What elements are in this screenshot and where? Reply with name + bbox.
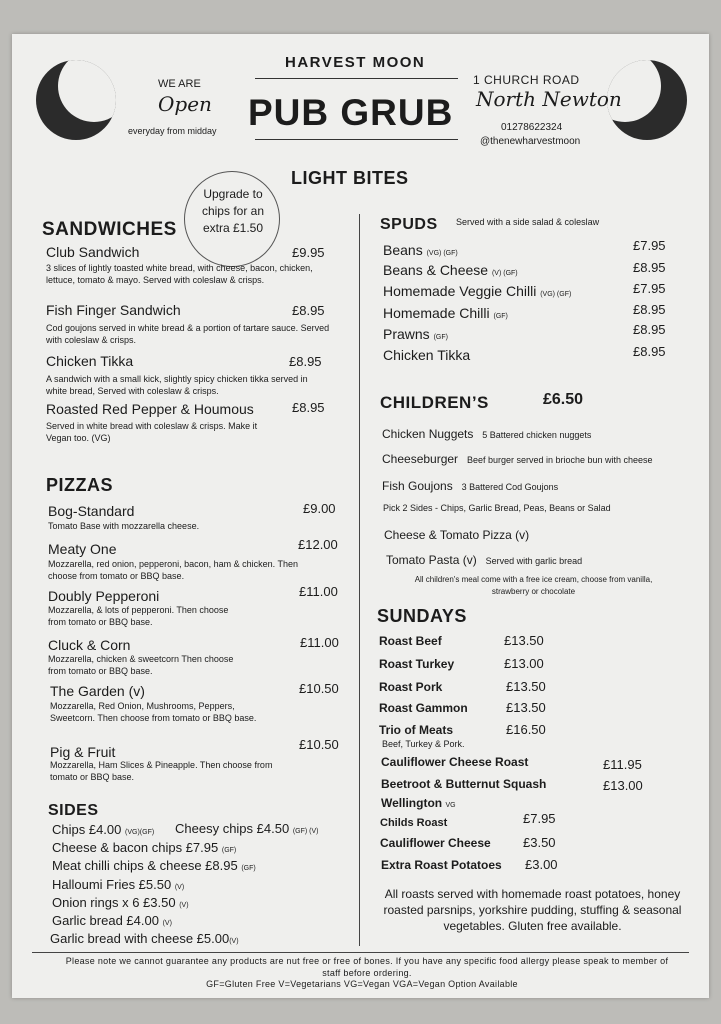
sandwich-desc: Cod goujons served in white bread & a portion of tartare sauce. Served with coleslaw & crisps.: [46, 323, 330, 345]
diet-tag: (GF): [241, 865, 256, 872]
kids-sides-note: Pick 2 Sides - Chips, Garlic Bread, Peas, Beans or Salad: [383, 503, 611, 513]
pizza-price: £10.50: [299, 681, 339, 696]
phone-number: 01278622324: [501, 122, 563, 133]
side-item: [52, 840, 236, 855]
side-item-text: Garlic bread £4.00: [52, 913, 159, 928]
roast-price: £13.00: [504, 656, 544, 671]
roast-name: [381, 796, 456, 810]
social-handle: @thenewharvestmoon: [480, 136, 581, 147]
side-item: [52, 895, 189, 910]
spud-name: Beans: [383, 242, 423, 258]
kids-item-name: Cheese & Tomato Pizza (v): [384, 528, 530, 542]
column-divider: [359, 214, 360, 946]
side-item: [52, 913, 172, 928]
side-item-text: Halloumi Fries £5.50: [52, 877, 172, 892]
we-are-label: WE ARE: [158, 78, 201, 90]
roast-name: Beetroot & Butternut Squash: [381, 777, 547, 791]
pizzas-heading: PIZZAS: [46, 475, 114, 495]
pizza-name: Bog-Standard: [48, 503, 135, 519]
kids-item-name: Cheeseburger: [382, 452, 459, 466]
pizza-desc: Mozzarella, Red Onion, Mushrooms, Peppers, Sweetcorn. Then choose from tomato or BBQ base.: [50, 701, 257, 723]
diet-tag: (GF): [433, 334, 448, 341]
sandwich-name: Roasted Red Pepper & Houmous: [46, 401, 254, 417]
kids-item-desc: 3 Battered Cod Goujons: [461, 482, 559, 492]
pizza-name: Pig & Fruit: [50, 744, 116, 760]
sandwich-name: Fish Finger Sandwich: [46, 302, 181, 318]
roast-price: £3.50: [523, 835, 556, 850]
side-item: [52, 877, 184, 892]
diet-tag: VG: [445, 802, 456, 809]
sandwich-price: £8.95: [292, 303, 325, 318]
wellington-label: Wellington: [381, 796, 443, 810]
kids-item: [382, 450, 653, 468]
pizza-desc: Mozzarella, chicken & sweetcorn Then choose from tomato or BBQ base.: [48, 654, 234, 676]
diet-tag: (V): [174, 884, 185, 891]
sandwich-price: £8.95: [292, 400, 325, 415]
diet-tag: (V) (GF): [491, 270, 518, 277]
diet-tag: (VG) (GF): [540, 291, 572, 298]
side-item-text: Chips £4.00: [52, 822, 122, 837]
opening-hours: everyday from midday: [128, 126, 217, 136]
roast-price: £3.00: [525, 857, 558, 872]
roast-price: £16.50: [506, 722, 546, 737]
pizza-price: £10.50: [299, 737, 339, 752]
spud-item: [383, 347, 470, 363]
roast-price: £13.00: [603, 778, 643, 793]
roast-price: £13.50: [504, 633, 544, 648]
page-title: PUB GRUB: [248, 92, 454, 133]
sandwich-desc: Served in white bread with coleslaw & crisps. Make it Vegan too. (VG): [46, 421, 258, 443]
spud-name: Homemade Veggie Chilli: [383, 283, 537, 299]
roast-price: £13.50: [506, 679, 546, 694]
upgrade-badge: [184, 171, 280, 267]
pizza-desc: Mozzarella, & lots of pepperoni. Then choose from tomato or BBQ base.: [48, 605, 229, 627]
sides-heading: SIDES: [48, 802, 99, 819]
side-item: [50, 931, 239, 946]
header-rule-top: [255, 78, 458, 79]
side-item-text: Garlic bread with cheese £5.00: [50, 931, 230, 946]
pizza-price: £11.00: [300, 635, 339, 650]
spud-price: £7.95: [633, 238, 666, 253]
sundays-note: All roasts served with homemade roast potatoes, honey roasted parsnips, yorkshire pudding, stuffing & seasonal vegetables. Gluten free available.: [383, 887, 682, 933]
sundays-heading: SUNDAYS: [377, 606, 467, 626]
side-item: [52, 822, 154, 837]
side-item-text: Cheesy chips £4.50: [175, 821, 290, 836]
spud-price: £7.95: [633, 281, 666, 296]
pizza-desc: Mozzarella, red onion, pepperoni, bacon, ham & chicken. Then choose from tomato or BBQ base.: [48, 559, 298, 581]
childrens-heading: CHILDREN’S: [380, 393, 489, 412]
sandwiches-heading: SANDWICHES: [42, 219, 177, 240]
sandwich-desc: 3 slices of lightly toasted white bread, with cheese, bacon, chicken, lettuce, tomato & mayo. Served with coleslaw & crisps.: [46, 263, 313, 285]
side-item-text: Meat chilli chips & cheese £8.95: [52, 858, 238, 873]
spud-item: [383, 262, 518, 278]
kids-item-name: Tomato Pasta (v): [386, 553, 477, 567]
pizza-price: £11.00: [299, 584, 338, 599]
trio-desc: Beef, Turkey & Pork.: [382, 739, 465, 749]
diet-tag: (V): [179, 902, 189, 909]
kids-item: [384, 526, 529, 544]
sandwich-price: £8.95: [289, 354, 322, 369]
roast-price: £11.95: [603, 757, 642, 772]
diet-tag: (VG)(GF): [125, 829, 155, 836]
diet-tag: (VG) (GF): [426, 250, 458, 257]
roast-name: Roast Beef: [379, 634, 442, 648]
pizza-desc: Mozzarella, Ham Slices & Pineapple. Then choose from tomato or BBQ base.: [50, 760, 273, 782]
spud-name: Homemade Chilli: [383, 305, 490, 321]
pub-name: HARVEST MOON: [285, 54, 426, 71]
kids-item: [382, 477, 558, 495]
diet-tag: (GF): [221, 847, 237, 854]
diet-tag: (V): [162, 920, 172, 927]
kids-item-desc: 5 Battered chicken nuggets: [482, 430, 592, 440]
menu-sheet: [12, 34, 709, 998]
kids-item: [386, 551, 582, 569]
diet-tag: (GF) (V): [292, 828, 319, 835]
spuds-heading: SPUDS: [380, 216, 438, 233]
side-item: [52, 858, 256, 873]
spud-price: £8.95: [633, 302, 666, 317]
pizza-desc: Tomato Base with mozzarella cheese.: [48, 521, 200, 531]
kids-note: All children's meal come with a free ice cream, choose from vanilla, strawberry or chocolate: [414, 575, 653, 596]
spud-item: [383, 283, 571, 299]
kids-item-name: Chicken Nuggets: [382, 427, 474, 441]
roast-name: Roast Gammon: [379, 701, 468, 715]
sandwich-price: £9.95: [292, 245, 325, 260]
side-item-text: Cheese & bacon chips £7.95: [52, 840, 219, 855]
spud-item: [383, 305, 508, 321]
pizza-name: Doubly Pepperoni: [48, 588, 160, 604]
spud-price: £8.95: [633, 344, 666, 359]
spud-price: £8.95: [633, 260, 666, 275]
diet-tag: (V): [229, 938, 239, 945]
spud-name: Beans & Cheese: [383, 262, 489, 278]
address-line: 1 CHURCH ROAD: [473, 73, 580, 87]
sandwich-name: Club Sandwich: [46, 244, 140, 260]
kids-item-name: Fish Goujons: [382, 479, 453, 493]
light-bites-heading: LIGHT BITES: [291, 168, 409, 188]
spuds-subtitle: Served with a side salad & coleslaw: [456, 217, 600, 227]
kids-item-desc: Beef burger served in brioche bun with cheese: [466, 455, 653, 465]
side-item-text: Onion rings x 6 £3.50: [52, 895, 176, 910]
diet-legend: GF=Gluten Free V=Vegetarians VG=Vegan VGA=Vegan Option Available: [206, 979, 518, 989]
diet-tag: (GF): [493, 313, 508, 320]
roast-name: Childs Roast: [380, 817, 448, 829]
pizza-name: Meaty One: [48, 541, 117, 557]
spud-price: £8.95: [633, 322, 666, 337]
roast-name: Cauliflower Cheese: [380, 836, 491, 850]
roast-price: £13.50: [506, 700, 546, 715]
town-name: North Newton: [476, 87, 622, 111]
roast-name: Trio of Meats: [379, 723, 454, 737]
roast-price: £7.95: [523, 811, 556, 826]
side-item: [175, 821, 318, 836]
crescent-moon-left-icon: [36, 60, 116, 140]
kids-item: [382, 425, 591, 443]
roast-name: Cauliflower Cheese Roast: [381, 755, 529, 769]
header-rule-bottom: [255, 139, 458, 140]
pizza-name: Cluck & Corn: [48, 637, 131, 653]
spud-item: [383, 326, 448, 342]
pizza-name: The Garden (v): [50, 683, 145, 699]
roast-name: Roast Pork: [379, 680, 443, 694]
spud-name: Prawns: [383, 326, 430, 342]
childrens-price: £6.50: [543, 391, 584, 408]
sandwich-desc: A sandwich with a small kick, slightly spicy chicken tikka served in white bread, Served with coleslaw & crisps.: [46, 374, 308, 396]
open-label: Open: [158, 92, 212, 116]
allergy-disclaimer: Please note we cannot guarantee any products are nut free or free of bones. If you have any specific food allergy please speak to member of staff before ordering.: [65, 956, 669, 978]
pizza-price: £12.00: [298, 537, 338, 552]
spud-item: [383, 242, 458, 258]
roast-name: Extra Roast Potatoes: [381, 858, 502, 872]
roast-name: Roast Turkey: [379, 657, 455, 671]
kids-item-desc: Served with garlic bread: [485, 556, 583, 566]
sandwich-name: Chicken Tikka: [46, 353, 134, 369]
spud-name: Chicken Tikka: [383, 347, 471, 363]
footer-rule: [32, 952, 689, 953]
upgrade-text: Upgrade to chips for an extra £1.50: [201, 187, 265, 235]
pizza-price: £9.00: [303, 501, 336, 516]
